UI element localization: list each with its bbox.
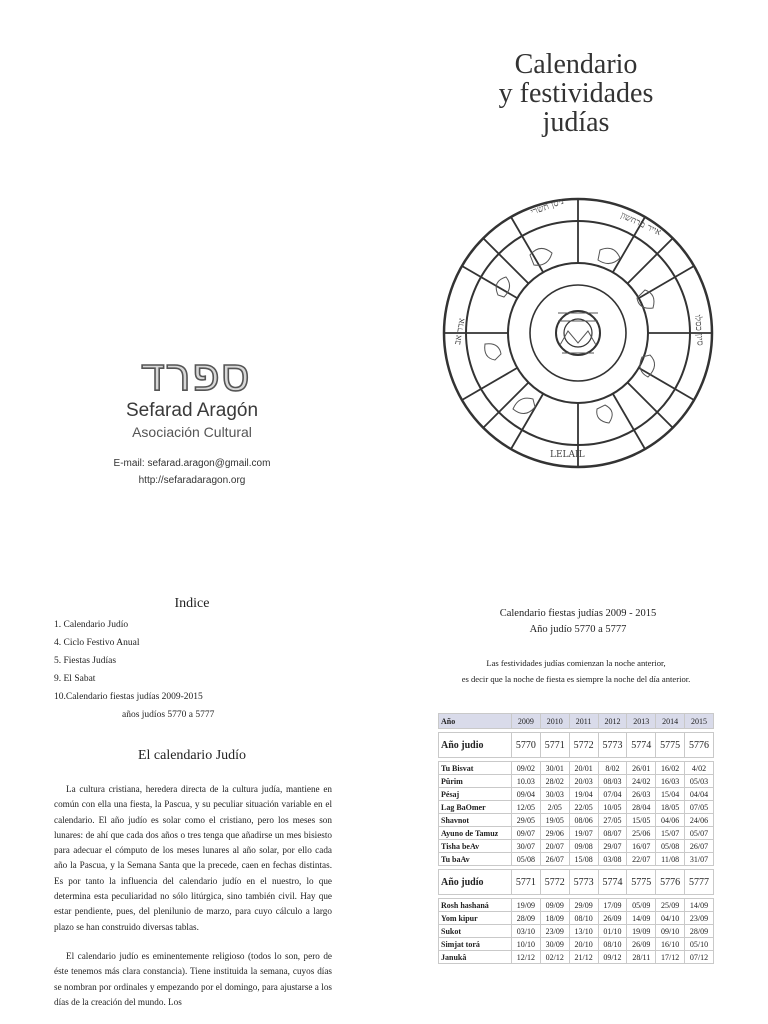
table-cell: 29/05 xyxy=(512,814,541,827)
row-label-cell: Simjat torá xyxy=(439,938,512,951)
table-cell: 10.03 xyxy=(512,775,541,788)
body-text xyxy=(54,782,332,1024)
table-cell: 05/09 xyxy=(627,899,656,912)
table-cell: 07/05 xyxy=(685,801,714,814)
table-cell: 28/04 xyxy=(627,801,656,814)
table-cell: 28/09 xyxy=(512,912,541,925)
table-cell: 15/08 xyxy=(569,853,598,866)
table-cell: 26/09 xyxy=(598,912,627,925)
table-section-title xyxy=(440,606,716,638)
table-cell: 14/09 xyxy=(627,912,656,925)
table-cell: 08/06 xyxy=(569,814,598,827)
table-cell: 23/09 xyxy=(685,912,714,925)
table-row xyxy=(439,951,714,964)
table-cell: 10/10 xyxy=(512,938,541,951)
table-cell: 5771 xyxy=(512,870,541,895)
table-cell: 29/09 xyxy=(569,899,598,912)
table-cell: 26/09 xyxy=(627,938,656,951)
index-title: Indice xyxy=(174,596,210,611)
contact-block xyxy=(80,455,304,489)
logo-hebrew-text: ספרד xyxy=(140,348,250,398)
table-cell: 12/05 xyxy=(512,801,541,814)
table-cell: 22/05 xyxy=(569,801,598,814)
jewish-year-row xyxy=(439,733,714,758)
table-cell: 29/07 xyxy=(598,840,627,853)
table-cell: 19/05 xyxy=(540,814,569,827)
row-label-cell: Año judio xyxy=(439,733,512,758)
row-label-cell: Pûrim xyxy=(439,775,512,788)
table-cell: 26/07 xyxy=(685,840,714,853)
svg-text:אייר מרחשון: אייר מרחשון xyxy=(618,210,663,239)
table-cell: 5770 xyxy=(512,733,541,758)
table-cell: 2015 xyxy=(685,714,714,729)
table-cell: 03/10 xyxy=(512,925,541,938)
row-label-cell: Año xyxy=(439,714,512,729)
table-cell: 30/07 xyxy=(512,840,541,853)
table-cell: 30/03 xyxy=(540,788,569,801)
holidays-table xyxy=(438,713,714,964)
row-label-cell: Tisha beAv xyxy=(439,840,512,853)
table-cell: 28/09 xyxy=(685,925,714,938)
table-cell: 5773 xyxy=(598,733,627,758)
table-cell: 24/02 xyxy=(627,775,656,788)
sefarad-logo-icon xyxy=(130,348,260,398)
table-cell: 26/01 xyxy=(627,762,656,775)
table-cell: 12/12 xyxy=(512,951,541,964)
table-cell: 13/10 xyxy=(569,925,598,938)
table-cell: 5771 xyxy=(540,733,569,758)
jewish-year-row xyxy=(439,870,714,895)
table-row xyxy=(439,801,714,814)
table-cell: 20/01 xyxy=(569,762,598,775)
table-cell: 05/03 xyxy=(685,775,714,788)
table-cell: 30/09 xyxy=(540,938,569,951)
paragraph: La cultura cristiana, heredera directa de la cultura judía, mantiene en común con ella una fiesta, la Pascua, y su peculiar situación variable en el calendario. El año judío es solar como el cristiano, pero los meses son lunares: de ahí que cada dos años o tres tenga que añadirse un mes bisiesto para adecuar el cómputo de los meses lunares al año solar, por ello cada año la Pascua, y la Semana Santa que la precede, caen en fechas distintas. Es por tanto la influencia del calendario judío en el nuestro, lo que determina esta peculiaridad no sólo litúrgica, sino también civil. Hay que estar pendiente, pues, del plenilunio de marzo, para cuyo cálculo a largo plazo se han construido diversas tablas. xyxy=(54,784,332,932)
svg-text:אדר אב: אדר אב xyxy=(453,317,468,346)
table-cell: 14/09 xyxy=(685,899,714,912)
table-cell: 8/02 xyxy=(598,762,627,775)
table-cell: 21/12 xyxy=(569,951,598,964)
table-cell: 20/03 xyxy=(569,775,598,788)
table-cell: 07/04 xyxy=(598,788,627,801)
table-cell: 2012 xyxy=(598,714,627,729)
row-label-cell: Tu baAv xyxy=(439,853,512,866)
table-row xyxy=(439,853,714,866)
index-list xyxy=(54,616,334,724)
row-label-cell: Shavnot xyxy=(439,814,512,827)
table-cell: 5776 xyxy=(685,733,714,758)
table-cell: 23/09 xyxy=(540,925,569,938)
table-cell: 5775 xyxy=(627,870,656,895)
table-cell: 2009 xyxy=(512,714,541,729)
table-cell: 05/07 xyxy=(685,827,714,840)
table-cell: 08/10 xyxy=(569,912,598,925)
table-cell: 2014 xyxy=(656,714,685,729)
table-cell: 26/07 xyxy=(540,853,569,866)
table-cell: 5774 xyxy=(598,870,627,895)
row-label-cell: Sukot xyxy=(439,925,512,938)
table-cell: 04/10 xyxy=(656,912,685,925)
table-cell: 15/04 xyxy=(656,788,685,801)
table-cell: 5776 xyxy=(656,870,685,895)
table-cell: 08/10 xyxy=(598,938,627,951)
table-cell: 29/06 xyxy=(540,827,569,840)
table-cell: 2010 xyxy=(540,714,569,729)
table-cell: 2011 xyxy=(569,714,598,729)
table-cell: 02/12 xyxy=(540,951,569,964)
table-cell: 30/01 xyxy=(540,762,569,775)
table-cell: 05/08 xyxy=(512,853,541,866)
table-cell: 2013 xyxy=(627,714,656,729)
table-row xyxy=(439,912,714,925)
table-cell: 24/06 xyxy=(685,814,714,827)
table-cell: 09/08 xyxy=(569,840,598,853)
table-cell: 19/09 xyxy=(512,899,541,912)
table-cell: 5774 xyxy=(627,733,656,758)
table-cell: 05/10 xyxy=(685,938,714,951)
table-cell: 19/04 xyxy=(569,788,598,801)
table-cell: 4/02 xyxy=(685,762,714,775)
table-note xyxy=(426,655,726,687)
svg-text:סיון כסלו: סיון כסלו xyxy=(692,314,705,347)
row-label-cell: Janukâ xyxy=(439,951,512,964)
note-line-2: es decir que la noche de fiesta es siempre la noche del día anterior. xyxy=(461,674,691,684)
table-cell: 5772 xyxy=(540,870,569,895)
note-line-1: Las festividades judías comienzan la noche anterior, xyxy=(486,658,666,668)
row-label-cell: Tu Bisvat xyxy=(439,762,512,775)
table-cell: 18/05 xyxy=(656,801,685,814)
table-cell: 28/11 xyxy=(627,951,656,964)
table-subtitle: Año judío 5770 a 5777 xyxy=(529,624,627,635)
org-subtitle: Asociación Cultural xyxy=(132,424,252,440)
table-cell: 25/09 xyxy=(656,899,685,912)
table-cell: 09/12 xyxy=(598,951,627,964)
table-cell: 17/09 xyxy=(598,899,627,912)
table-cell: 09/10 xyxy=(656,925,685,938)
table-cell: 5775 xyxy=(656,733,685,758)
table-cell: 26/03 xyxy=(627,788,656,801)
index-item[interactable]: 4. Ciclo Festivo Anual xyxy=(54,638,140,648)
table-cell: 17/12 xyxy=(656,951,685,964)
table-cell: 19/09 xyxy=(627,925,656,938)
table-cell: 5777 xyxy=(685,870,714,895)
table-cell: 16/07 xyxy=(627,840,656,853)
table-cell: 04/06 xyxy=(656,814,685,827)
row-label-cell: Rosh hashaná xyxy=(439,899,512,912)
table-header-row xyxy=(439,714,714,729)
table-row xyxy=(439,775,714,788)
contact-web[interactable]: http://sefaradaragon.org xyxy=(138,475,246,486)
table-cell: 27/05 xyxy=(598,814,627,827)
table-cell: 16/10 xyxy=(656,938,685,951)
row-label-cell: Año judío xyxy=(439,870,512,895)
table-cell: 04/04 xyxy=(685,788,714,801)
table-row xyxy=(439,762,714,775)
row-label-cell: Pésaj xyxy=(439,788,512,801)
contact-email[interactable]: E-mail: sefarad.aragon@gmail.com xyxy=(113,458,271,469)
title-line-3: judías xyxy=(542,107,610,138)
row-label-cell: Ayuno de Tamuz xyxy=(439,827,512,840)
index-item[interactable]: 10.Calendario fiestas judías 2009-2015 xyxy=(54,692,203,702)
table-cell: 2/05 xyxy=(540,801,569,814)
table-cell: 08/03 xyxy=(598,775,627,788)
table-cell: 16/03 xyxy=(656,775,685,788)
table-cell: 07/12 xyxy=(685,951,714,964)
table-row xyxy=(439,925,714,938)
table-cell: 22/07 xyxy=(627,853,656,866)
table-cell: 28/02 xyxy=(540,775,569,788)
title-line-2: y festividades xyxy=(498,78,654,109)
org-name: Sefarad Aragón xyxy=(125,400,259,421)
table-cell: 11/08 xyxy=(656,853,685,866)
table-row xyxy=(439,827,714,840)
table-cell: 10/05 xyxy=(598,801,627,814)
svg-text:ניסן תשרי: ניסן תשרי xyxy=(529,196,566,218)
table-title: Calendario fiestas judías 2009 - 2015 xyxy=(499,608,657,619)
table-cell: 31/07 xyxy=(685,853,714,866)
table-cell: 20/10 xyxy=(569,938,598,951)
table-row xyxy=(439,840,714,853)
table-row xyxy=(439,899,714,912)
table-cell: 09/09 xyxy=(540,899,569,912)
table-cell: 18/09 xyxy=(540,912,569,925)
paragraph: El calendario judío es eminentemente religioso (todos lo son, pero de éste tenemos más clara constancia). Tiene instituida la semana, cuyos días se nombran por ordinales y empezando por el domingo, para ajustarse a los días de la creación del mundo. Los xyxy=(54,950,332,1007)
table-cell: 5772 xyxy=(569,733,598,758)
table-cell: 19/07 xyxy=(569,827,598,840)
page-title xyxy=(456,50,696,137)
table-cell: 09/04 xyxy=(512,788,541,801)
row-label-cell: Yom kipur xyxy=(439,912,512,925)
index-item[interactable]: 9. El Sabat xyxy=(54,674,96,684)
table-cell: 08/07 xyxy=(598,827,627,840)
table-row xyxy=(439,788,714,801)
index-item[interactable]: 1. Calendario Judío xyxy=(54,620,129,630)
row-label-cell: Lag BaOmer xyxy=(439,801,512,814)
table-cell: 03/08 xyxy=(598,853,627,866)
section-title: El calendario Judío xyxy=(137,748,247,763)
table-cell: 25/06 xyxy=(627,827,656,840)
index-item[interactable]: 5. Fiestas Judías xyxy=(54,656,117,666)
table-row xyxy=(439,814,714,827)
table-row xyxy=(439,938,714,951)
table-cell: 5773 xyxy=(569,870,598,895)
table-cell: 09/07 xyxy=(512,827,541,840)
title-line-1: Calendario xyxy=(514,49,638,80)
table-cell: 15/07 xyxy=(656,827,685,840)
table-cell: 09/02 xyxy=(512,762,541,775)
table-cell: 01/10 xyxy=(598,925,627,938)
svg-text:LELAIL: LELAIL xyxy=(550,450,585,460)
index-item-sub: años judíos 5770 a 5777 xyxy=(122,710,215,720)
table-cell: 16/02 xyxy=(656,762,685,775)
table-cell: 05/08 xyxy=(656,840,685,853)
table-cell: 15/05 xyxy=(627,814,656,827)
zodiac-wheel-illustration xyxy=(440,195,716,471)
table-cell: 20/07 xyxy=(540,840,569,853)
